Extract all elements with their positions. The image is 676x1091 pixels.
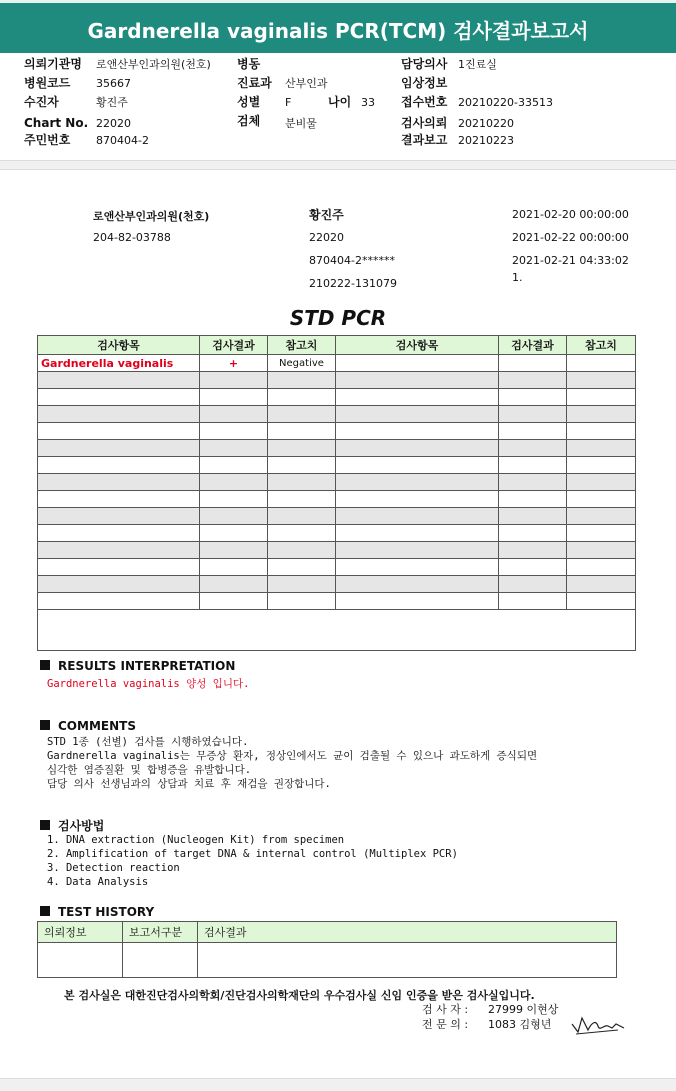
header-reference: 참고치 [268,336,336,355]
table-row [38,389,636,406]
id-no-value: 870404-2 [96,134,149,147]
clinic-code: 204-82-03788 [93,231,171,244]
results-text: Gardnerella vaginalis 양성 입니다. [47,678,250,690]
hospital-code-label: 병원코드 [24,76,71,90]
method-line: 3. Detection reaction [47,862,180,874]
specialist-label: 전 문 의 : [422,1018,469,1031]
square-bullet-icon [40,660,50,670]
id-no-label: 주민번호 [24,133,71,147]
header-test-result: 검사결과 [499,336,567,355]
receipt-no-value: 20210220-33513 [458,96,553,109]
method-line: 1. DNA extraction (Nucleogen Kit) from specimen [47,834,345,846]
table-row [38,423,636,440]
square-bullet-icon [40,906,50,916]
results-heading: RESULTS INTERPRETATION [40,659,235,673]
patient-value: 황진주 [96,96,128,109]
chart-no-label: Chart No. [24,116,89,130]
request-date-value: 20210220 [458,117,514,130]
method-line: 4. Data Analysis [47,876,149,888]
signature-image [568,1010,628,1038]
request-label: 검사의뢰 [401,116,448,130]
square-bullet-icon [40,720,50,730]
masked-id: 870404-2****** [309,254,395,267]
ward-label: 병동 [237,57,261,71]
institution-label: 의뢰기관명 [24,57,82,71]
age-label: 나이 [328,95,352,109]
table-row [38,406,636,423]
test-result-cell: + [200,355,268,372]
history-row [38,943,617,978]
history-header-request: 의뢰정보 [38,922,123,943]
test-item-cell: Gardnerella vaginalis [38,355,200,372]
date-received: 2021-02-20 00:00:00 [512,208,629,221]
page-bottom-divider [0,1078,676,1091]
table-row [38,576,636,593]
table-row [38,474,636,491]
history-header-report-type: 보고서구분 [123,922,198,943]
department-value: 산부인과 [285,77,328,90]
history-table [37,921,617,978]
table-row [38,372,636,389]
history-heading: TEST HISTORY [40,905,154,919]
table-header-row [38,336,636,355]
chart-number: 22020 [309,231,344,244]
results-table [37,335,636,651]
header-reference: 참고치 [567,336,636,355]
hospital-code-value: 35667 [96,77,131,90]
test-item-cell [336,355,499,372]
receipt-no-label: 접수번호 [401,95,448,109]
report-label: 결과보고 [401,133,448,147]
reference-cell: Negative [268,355,336,372]
header-test-item: 검사항목 [38,336,200,355]
table-row [38,355,636,372]
reference-cell [567,355,636,372]
method-heading: 검사방법 [40,817,104,834]
specialist-value: 1083 김형년 [488,1018,552,1031]
table-row [38,440,636,457]
tester-label: 검 사 자 : [422,1003,469,1016]
chart-no-value: 22020 [96,117,131,130]
page-divider [0,160,676,170]
table-row [38,508,636,525]
comments-heading: COMMENTS [40,719,136,733]
specimen-value: 분비물 [285,117,317,130]
specimen-number: 210222-131079 [309,277,397,290]
certification-note: 본 검사실은 대한진단검사의학회/진단검사의학재단의 우수검사실 신임 인증을 받은 검사실입니다. [64,989,535,1002]
table-row [38,559,636,576]
doctor-label: 담당의사 [401,57,448,71]
date-tested: 2021-02-21 04:33:02 [512,254,629,267]
age-value: 33 [361,96,375,109]
table-row [38,542,636,559]
history-header-row [38,922,617,943]
square-bullet-icon [40,820,50,830]
date-tail: 1. [512,271,523,284]
section-title: STD PCR [289,306,387,330]
comment-line: Gardnerella vaginalis는 무증상 환자, 정상인에서도 균이 검출될 수 있으나 과도하게 증식되면 [47,750,538,762]
doctor-value: 1진료실 [458,58,497,71]
comment-line: 심각한 염증질환 및 합병증을 유발합니다. [47,764,252,776]
sex-value: F [285,96,292,109]
history-header-result: 검사결과 [198,922,617,943]
table-row [38,457,636,474]
header-test-item: 검사항목 [336,336,499,355]
date-reported: 2021-02-22 00:00:00 [512,231,629,244]
report-date-value: 20210223 [458,134,514,147]
comment-line: STD 1종 (선별) 검사를 시행하였습니다. [47,736,249,748]
department-label: 진료과 [237,76,272,90]
clinic-name: 로앤산부인과의원(천호) [93,210,210,223]
patient-label: 수진자 [24,95,59,109]
clinical-info-label: 임상정보 [401,76,448,90]
comment-line: 담당 의사 선생님과의 상담과 치료 후 재검을 권장합니다. [47,778,331,790]
patient-name: 황진주 [309,208,344,222]
table-row [38,491,636,508]
report-title: Gardnerella vaginalis PCR(TCM) 검사결과보고서 [0,0,676,53]
header-test-result: 검사결과 [200,336,268,355]
table-footer-row [38,610,636,651]
tester-value: 27999 이현상 [488,1003,559,1016]
table-row [38,593,636,610]
sex-label: 성별 [237,95,261,109]
institution-value: 로앤산부인과의원(천호) [96,58,211,71]
method-line: 2. Amplification of target DNA & internal control (Multiplex PCR) [47,848,458,860]
table-row [38,525,636,542]
test-result-cell [499,355,567,372]
specimen-label: 검체 [237,114,261,128]
